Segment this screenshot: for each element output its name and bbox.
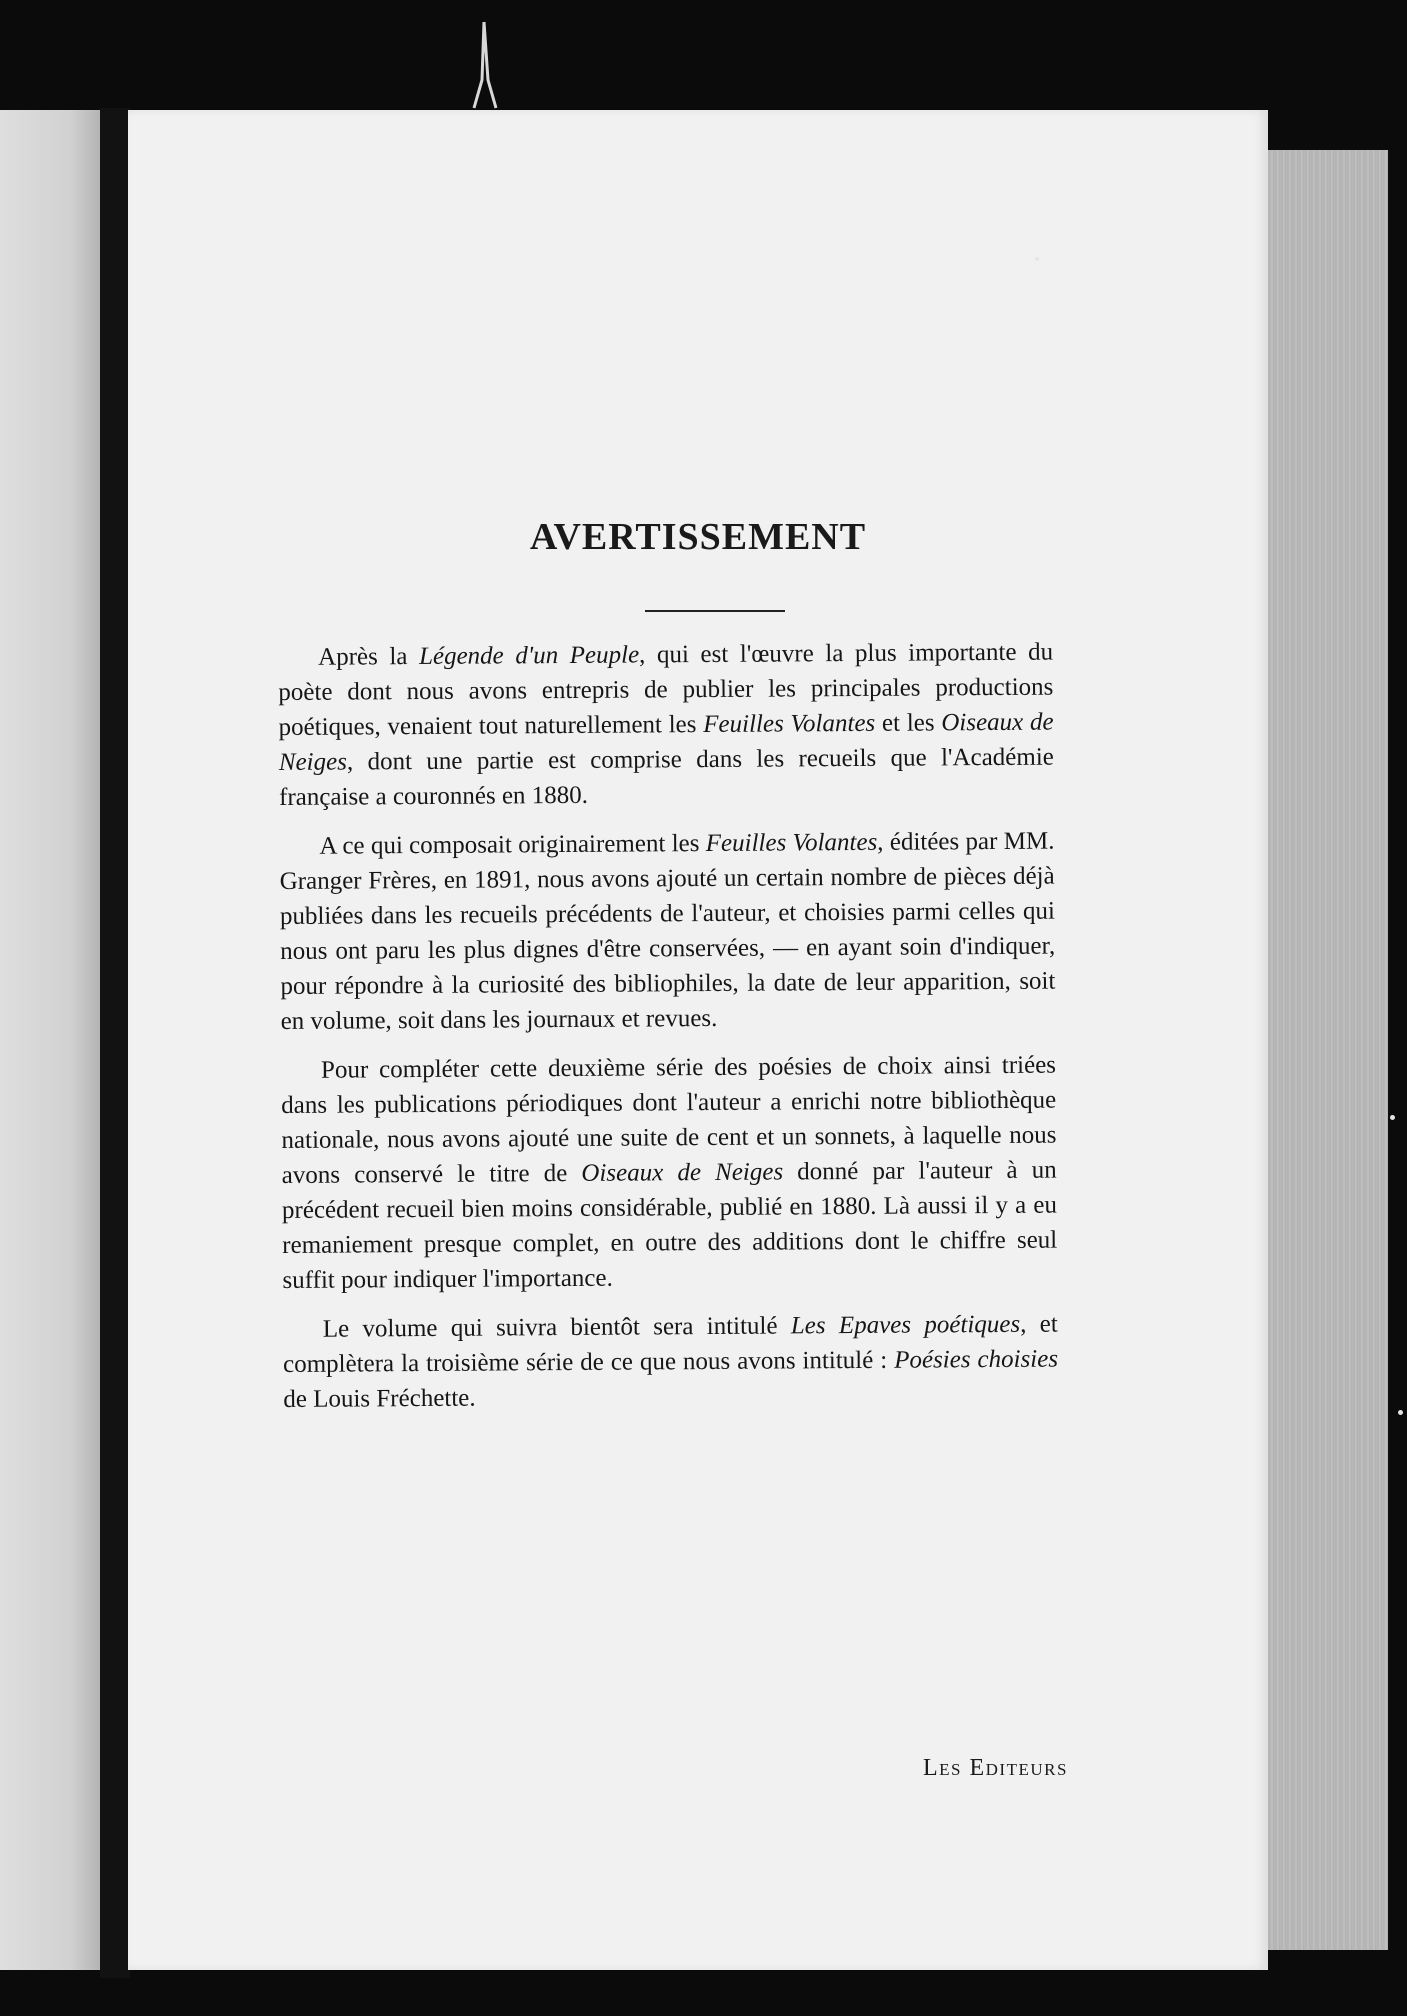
- previous-page-edge: [0, 110, 100, 1970]
- text-run: Après la: [318, 643, 420, 671]
- title-rule: [645, 610, 785, 612]
- paragraph-1: [278, 635, 1054, 815]
- italic-title: Oiseaux de Neiges: [278, 708, 1054, 776]
- text-run: , dont une partie est comprise dans les recueils que l'Académie française a couronnés en 1880.: [279, 743, 1054, 811]
- text-run: Le volume qui suivra bientôt sera intitulé: [322, 1312, 791, 1343]
- dust-speck: [1035, 257, 1039, 261]
- text-run: , éditées par MM. Granger Frères, en 1891, nous avons ajouté un certain nombre de pièces déjà publiées dans les recueils précédents de l'auteur, et choisies parmi celles qui nous ont paru les plus dignes d'être conservées, — en ayant soin d'indiquer, pour répondre à la curiosité des bibliophiles, la date de leur apparition, soit en volume, soit dans les journaux et revues.: [279, 827, 1056, 1035]
- italic-title: Feuilles Volantes: [703, 709, 876, 739]
- signature: Les Editeurs: [923, 1755, 1068, 1781]
- page-edges: [1265, 150, 1388, 1950]
- text-run: et les: [875, 709, 942, 737]
- text-run: Pour compléter cette deuxième série des poésies de choix ainsi triées dans les publications périodiques dont l'auteur a enrichi notre bibliothèque nationale, nous avons ajouté une suite de cent et un sonnets, à laquelle nous avons conservé le titre de: [281, 1051, 1057, 1189]
- italic-title: Feuilles Volantes: [705, 828, 878, 858]
- page-title: AVERTISSEMENT: [529, 516, 867, 558]
- text-run: , qui est l'œuvre la plus importante du poète dont nous avons entrepris de publier les principales productions poétiques, venaient tout naturellement les: [278, 638, 1054, 741]
- body-text: [278, 635, 1059, 1431]
- paragraph-3: [281, 1048, 1058, 1298]
- italic-title: Oiseaux de Neiges: [581, 1158, 784, 1187]
- text-run: donné par l'auteur à un précédent recueil bien moins considérable, publié en 1880. Là aussi il y a eu remaniement presque complet, en outre des additions dont le chiffre seul suffit pour indiquer l'importance.: [281, 1156, 1058, 1294]
- text-run: A ce qui composait originairement les: [319, 830, 706, 860]
- bookmark-mark: [470, 20, 500, 110]
- paragraph-4: [283, 1307, 1059, 1417]
- italic-title: Légende d'un Peuple: [418, 641, 640, 671]
- text-run: de Louis Fréchette.: [283, 1384, 476, 1413]
- document-page: [128, 110, 1268, 1970]
- dust-speck: [1398, 1410, 1403, 1415]
- italic-title: Poésies choisies: [894, 1345, 1059, 1374]
- book-binding: [100, 108, 130, 1978]
- text-run: , et complètera la troisième série de ce que nous avons intitulé :: [282, 1310, 1058, 1378]
- dust-speck: [1390, 1115, 1395, 1120]
- paragraph-2: [279, 824, 1055, 1039]
- italic-title: Les Epaves poétiques: [790, 1310, 1021, 1340]
